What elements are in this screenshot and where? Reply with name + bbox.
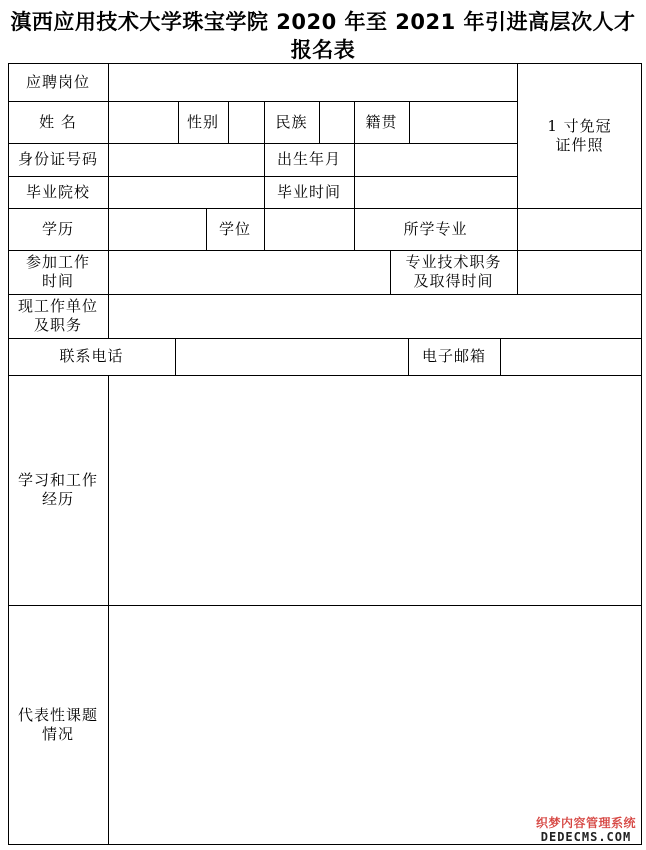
- graduation-time-value-field[interactable]: [355, 177, 517, 208]
- phone-label: 联系电话: [59, 347, 124, 365]
- site-watermark: [536, 816, 636, 844]
- grid-line: [641, 63, 642, 845]
- study-work-history-value-field[interactable]: [109, 376, 641, 605]
- education-label: 学历: [41, 219, 74, 238]
- grid-line: [8, 844, 642, 845]
- education-value-field[interactable]: [109, 209, 206, 250]
- work-start-value-field[interactable]: [109, 251, 390, 294]
- name-label: 姓 名: [39, 112, 77, 131]
- watermark-line-2: DEDECMS.COM: [540, 830, 632, 844]
- id-number-label: 身份证号码: [17, 150, 98, 168]
- form-subtitle: 报名表: [290, 38, 356, 62]
- native-place-label: 籍贯: [365, 112, 398, 131]
- current-employer-label: 现工作单位 及职务: [17, 297, 98, 334]
- research-projects-value-field[interactable]: [109, 606, 641, 844]
- gender-value-field[interactable]: [229, 102, 264, 143]
- email-value-field[interactable]: [501, 339, 641, 375]
- birth-date-value-field[interactable]: [355, 144, 517, 176]
- ethnicity-label: 民族: [275, 112, 308, 131]
- ethnicity-value-field[interactable]: [320, 102, 354, 143]
- native-place-value-field[interactable]: [410, 102, 517, 143]
- form-title: 滇西应用技术大学珠宝学院 2020 年至 2021 年引进高层次人才: [10, 10, 636, 34]
- research-projects-label: 代表性课题 情况: [17, 705, 98, 743]
- id-number-value-field[interactable]: [109, 144, 264, 176]
- position-value-field[interactable]: [109, 64, 517, 101]
- watermark-line-1: 织梦内容管理系统: [535, 816, 636, 830]
- graduation-time-label: 毕业时间: [276, 182, 341, 201]
- name-value-field[interactable]: [109, 102, 178, 143]
- position-label: 应聘岗位: [25, 72, 90, 91]
- email-label: 电子邮箱: [421, 347, 486, 365]
- degree-label: 学位: [218, 219, 251, 238]
- gender-label: 性别: [186, 112, 219, 131]
- title-and-time-label: 专业技术职务 及取得时间: [405, 253, 502, 290]
- phone-value-field[interactable]: [176, 339, 408, 375]
- title-and-time-value-field[interactable]: [518, 251, 641, 294]
- graduate-school-value-field[interactable]: [109, 177, 264, 208]
- major-value-field[interactable]: [518, 209, 641, 250]
- birth-date-label: 出生年月: [276, 150, 341, 168]
- degree-value-field[interactable]: [265, 209, 354, 250]
- graduate-school-label: 毕业院校: [25, 182, 90, 201]
- work-start-label: 参加工作 时间: [25, 253, 90, 290]
- study-work-history-label: 学习和工作 经历: [17, 471, 98, 508]
- photo-label: 1 寸免冠 证件照: [547, 117, 612, 154]
- major-label: 所学专业: [403, 219, 468, 238]
- current-employer-value-field[interactable]: [109, 295, 641, 338]
